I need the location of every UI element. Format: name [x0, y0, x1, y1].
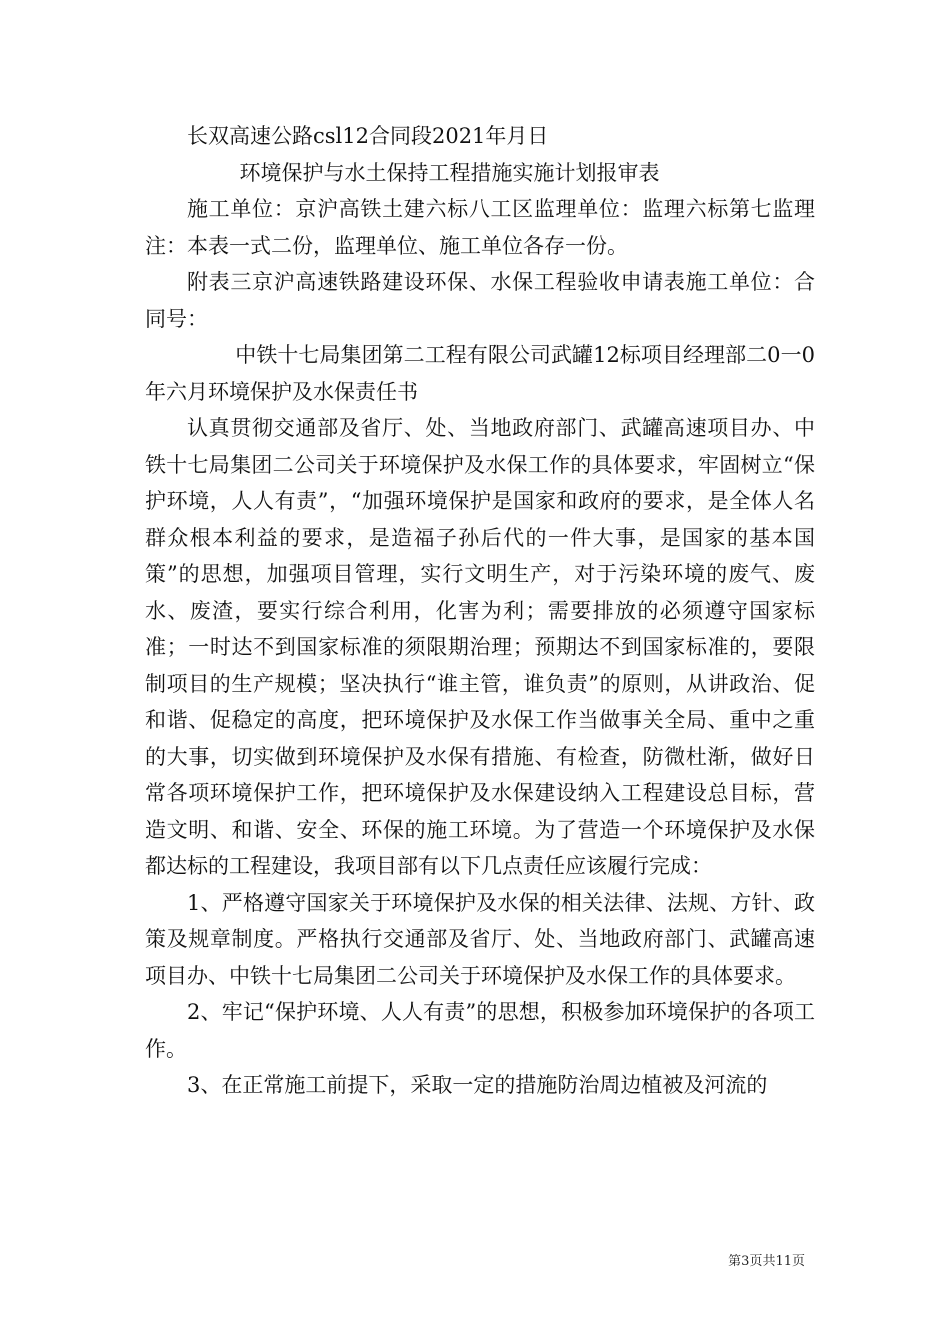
list-item-3: 3、在正常施工前提下，采取一定的措施防治周边植被及河流的 [187, 1073, 768, 1097]
document-body [145, 118, 815, 1104]
responsibility-heading: 中铁十七局集团第二工程有限公司武罐12标项目经理部二0一0年六月环境保护及水保责任书 [145, 343, 815, 404]
list-item-1: 1、严格遵守国家关于环境保护及水保的相关法律、法规、方针、政策及规章制度。严格执行交通部及省厅、处、当地政府部门、武罐高速项目办、中铁十七局集团二公司关于环境保护及水保工作的具体要求。 [145, 890, 815, 988]
unit-info-paragraph: 施工单位：京沪高铁土建六标八工区监理单位：监理六标第七监理注：本表一式二份，监理单位、施工单位各存一份。 [145, 197, 815, 258]
appendix-paragraph: 附表三京沪高速铁路建设环保、水保工程验收申请表施工单位：合同号： [145, 270, 815, 331]
list-item-2: 2、牢记“保护环境、人人有责”的思想，积极参加环境保护的各项工作。 [145, 1000, 815, 1061]
page-number: 第3页共11页 [728, 1254, 805, 1269]
header-line: 长双高速公路csl12合同段2021年月日 [187, 124, 549, 148]
body-paragraph: 认真贯彻交通部及省厅、处、当地政府部门、武罐高速项目办、中铁十七局集团二公司关于环境保护及水保工作的具体要求，牢固树立“保护环境，人人有责”，“加强环境保护是国家和政府的要求，是全体人名群众根本利益的要求，是造福子孙后代的一件大事，是国家的基本国策”的思想，加强项目管理，实行文明生产，对于污染环境的废气、废水、废渣，要实行综合利用，化害为利；需要排放的必须遵守国家标准；一时达不到国家标准的须限期治理；预期达不到国家标准的，要限制项目的生产规模；坚决执行“谁主管，谁负责”的原则，从讲政治、促和谐、促稳定的高度，把环境保护及水保工作当做事关全局、重中之重的大事，切实做到环境保护及水保有措施、有检查，防微杜渐，做好日常各项环境保护工作，把环境保护及水保建设纳入工程建设总目标，营造文明、和谐、安全、环保的施工环境。为了营造一个环境保护及水保都达标的工程建设，我项目部有以下几点责任应该履行完成： [145, 416, 815, 878]
form-title: 环境保护与水土保持工程措施实施计划报审表 [239, 160, 660, 185]
